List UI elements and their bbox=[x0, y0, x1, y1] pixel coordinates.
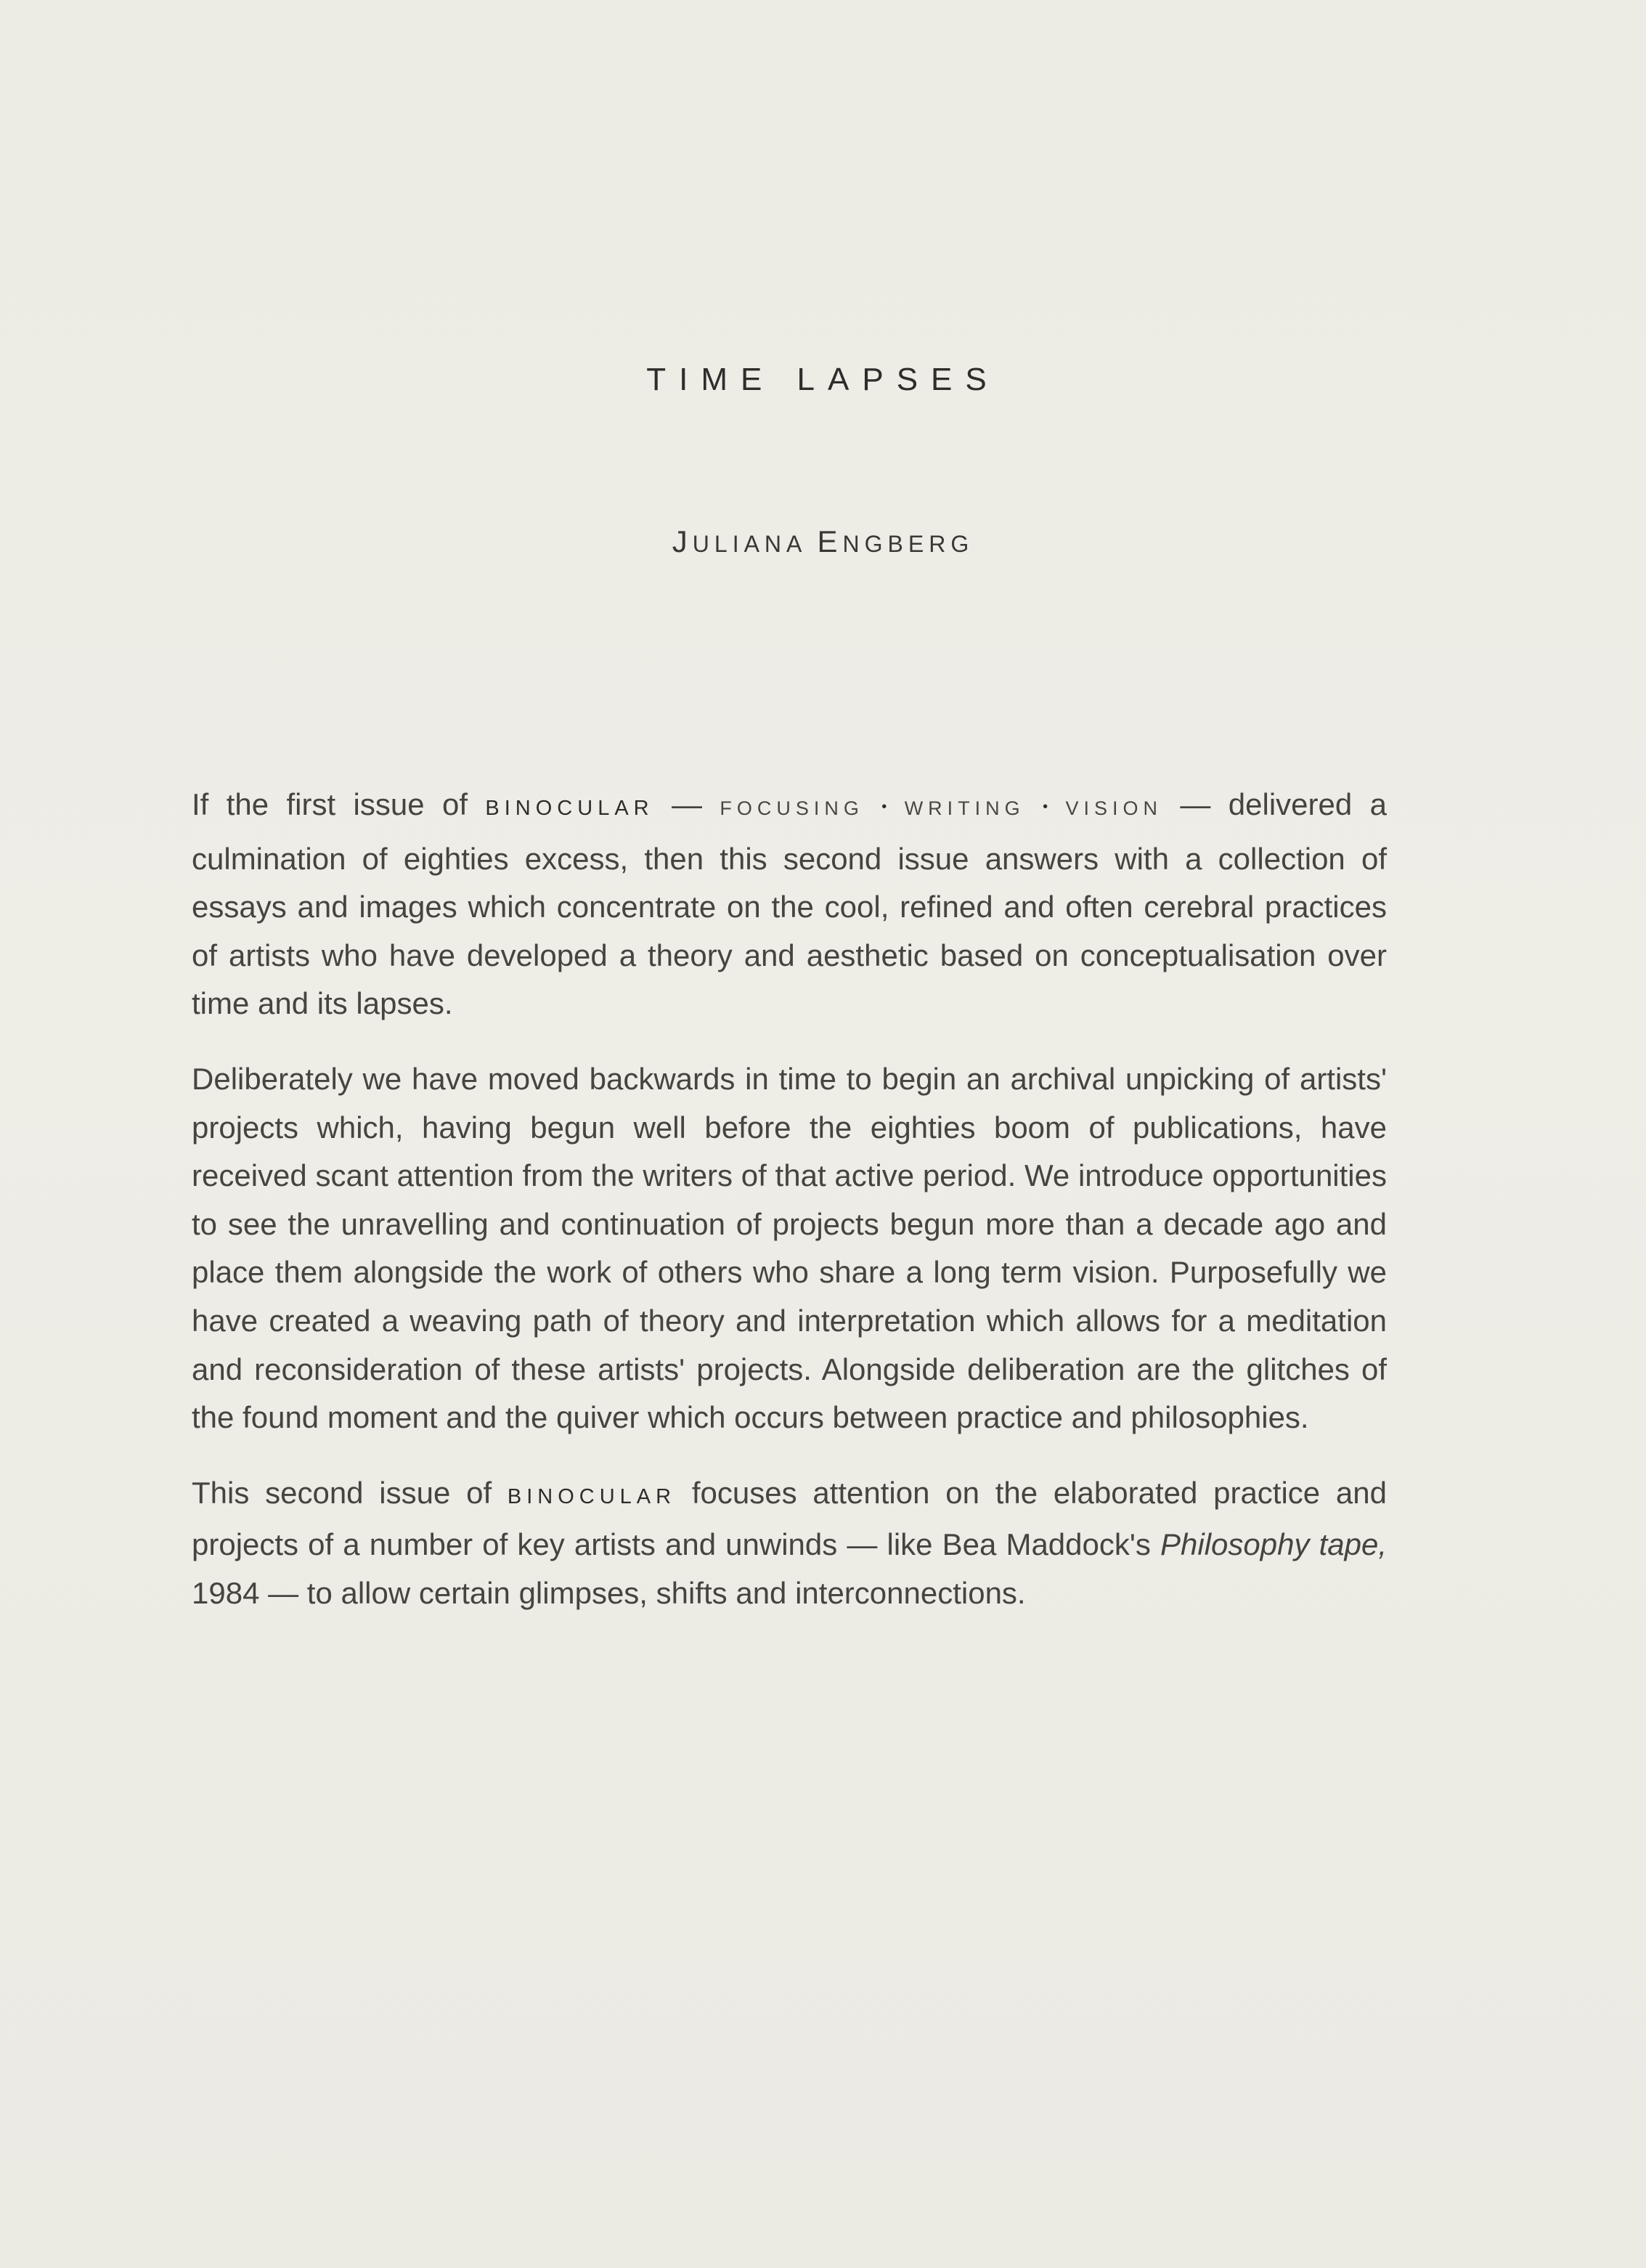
p3-middle: focuses attention on the elaborated practice and projects of a number of key artists and unwinds — like Bea Maddock's bbox=[192, 1475, 1388, 1562]
p3-lead: This second issue of bbox=[192, 1475, 508, 1510]
journal-subtitle-focusing: FOCUSING bbox=[720, 797, 864, 819]
author-last-initial: E bbox=[817, 524, 843, 558]
work-title: Philosophy tape, bbox=[1160, 1527, 1387, 1562]
p1-dash-1: — bbox=[653, 787, 720, 821]
paragraph-1 bbox=[192, 781, 1387, 1028]
journal-name-2: BINOCULAR bbox=[507, 1484, 677, 1508]
journal-name: BINOCULAR bbox=[485, 797, 654, 820]
paragraph-3 bbox=[192, 1469, 1387, 1618]
author-last-rest: NGBERG bbox=[842, 531, 974, 557]
journal-subtitle-writing: WRITING bbox=[904, 797, 1025, 819]
paragraph-2: Deliberately we have moved backwards in time to begin an archival unpicking of artists' projects which, having begun well before the eighties boom of publications, have received scant attention from the writers of that active period. We introduce opportunities to see the unravelling and continuation of projects begun more than a decade ago and place them alongside the work of others who share a long term vision. Purposefully we have created a weaving path of theory and interpretation which allows for a meditation and reconsideration of these artists' projects. Alongside deliberation are the glitches of the found moment and the quiver which occurs between practice and philosophies. bbox=[192, 1061, 1387, 1435]
article-title: TIME LAPSES bbox=[646, 362, 1000, 397]
journal-subtitle-vision: VISION bbox=[1065, 797, 1163, 819]
p1-dash-2: — bbox=[1162, 787, 1229, 821]
article-author bbox=[0, 524, 1646, 559]
article-body bbox=[192, 781, 1387, 1645]
subtitle-bullet-1: • bbox=[881, 799, 887, 815]
author-first-initial: J bbox=[672, 524, 693, 558]
subtitle-bullet-2: • bbox=[1043, 799, 1048, 815]
author-first-rest: ULIANA bbox=[692, 531, 806, 557]
p1-lead: If the first issue of bbox=[192, 787, 486, 821]
p1-rest: delivered a culmination of eighties excess, then this second issue answers with a collection of essays and images which concentrate on the cool, refined and often cerebral practices of artists who have developed a theory and aesthetic based on conceptualisation over time and its lapses. bbox=[192, 787, 1387, 1021]
p3-tail: 1984 — to allow certain glimpses, shifts and interconnections. bbox=[192, 1575, 1026, 1610]
